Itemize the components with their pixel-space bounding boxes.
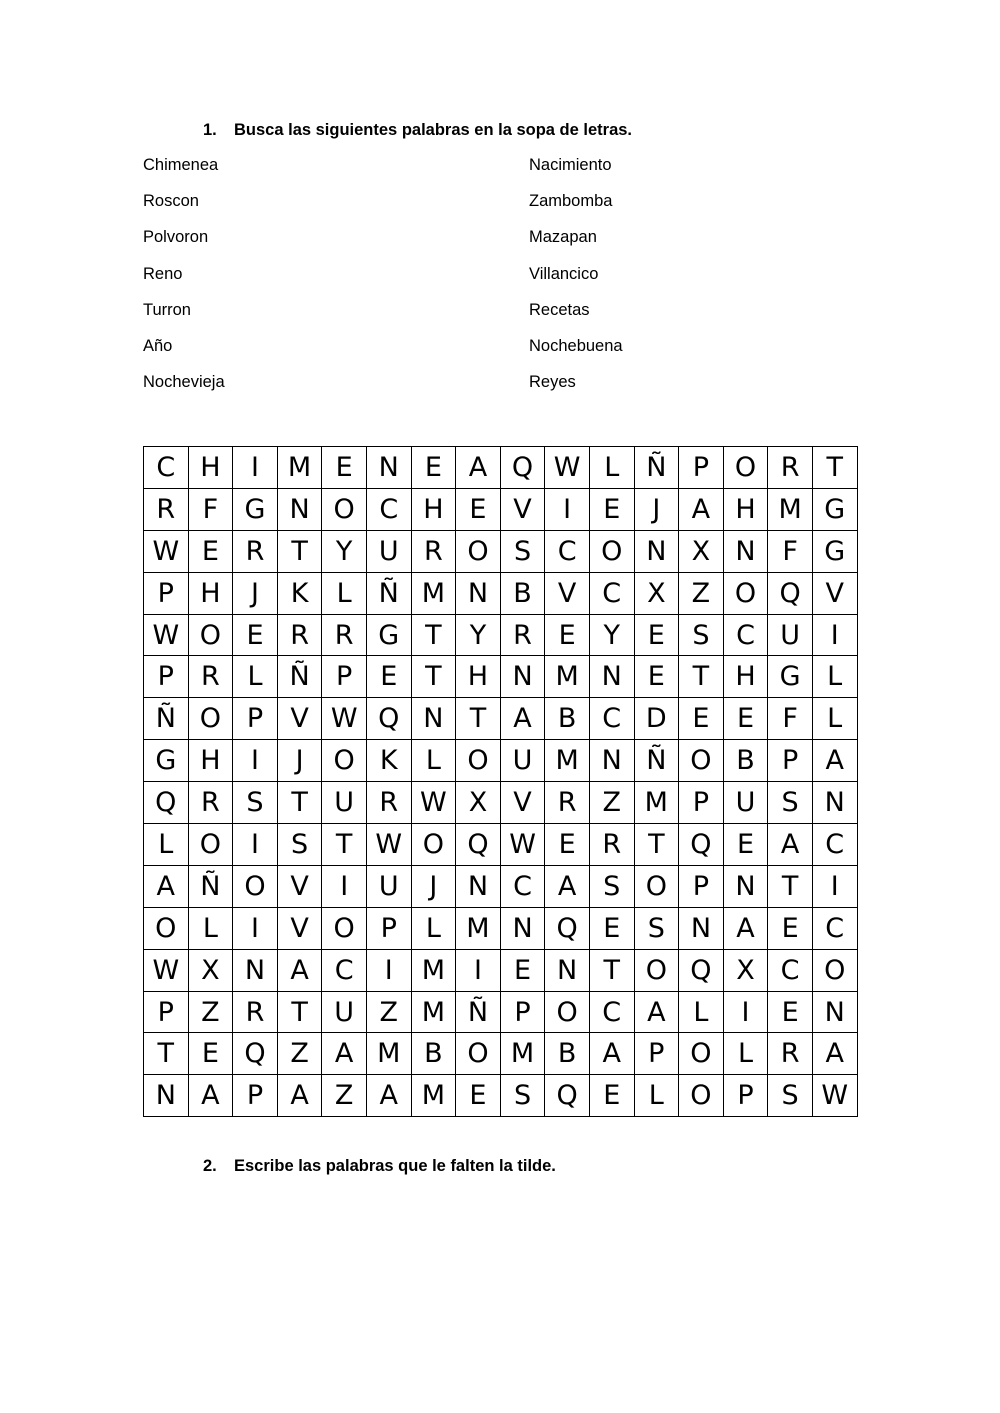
grid-cell: C [589, 991, 634, 1033]
grid-row [144, 698, 858, 740]
exercise-1-instruction: Busca las siguientes palabras en la sopa de letras. [234, 121, 633, 139]
grid-cell: E [589, 488, 634, 530]
grid-cell: J [634, 488, 679, 530]
grid-cell: G [233, 488, 278, 530]
grid-cell: E [545, 614, 590, 656]
grid-cell: E [188, 530, 233, 572]
word-item: Nacimiento [529, 156, 612, 174]
grid-row [144, 488, 858, 530]
grid-cell: I [233, 740, 278, 782]
grid-cell: N [277, 488, 322, 530]
grid-cell: J [233, 572, 278, 614]
grid-cell: W [144, 949, 189, 991]
grid-cell: N [634, 530, 679, 572]
grid-cell: C [322, 949, 367, 991]
grid-cell: N [500, 656, 545, 698]
grid-cell: R [411, 530, 456, 572]
grid-cell: Z [277, 1033, 322, 1075]
grid-cell: P [233, 1075, 278, 1117]
grid-cell: W [500, 824, 545, 866]
grid-cell: K [277, 572, 322, 614]
grid-cell: L [411, 740, 456, 782]
grid-cell: E [589, 1075, 634, 1117]
grid-cell: T [456, 698, 501, 740]
grid-cell: P [144, 656, 189, 698]
grid-cell: K [366, 740, 411, 782]
grid-cell: G [366, 614, 411, 656]
grid-cell: X [723, 949, 768, 991]
grid-cell: Z [322, 1075, 367, 1117]
grid-cell: N [812, 991, 857, 1033]
grid-cell: T [277, 782, 322, 824]
grid-cell: S [500, 1075, 545, 1117]
grid-cell: L [411, 907, 456, 949]
grid-cell: E [634, 656, 679, 698]
grid-cell: Q [233, 1033, 278, 1075]
grid-cell: V [500, 782, 545, 824]
grid-cell: C [366, 488, 411, 530]
word-list-right [529, 155, 623, 408]
grid-cell: W [144, 530, 189, 572]
grid-cell: L [589, 447, 634, 489]
grid-cell: O [322, 740, 367, 782]
grid-cell: P [634, 1033, 679, 1075]
grid-cell: P [233, 698, 278, 740]
word-item: Recetas [529, 300, 590, 319]
grid-cell: V [500, 488, 545, 530]
grid-cell: O [322, 488, 367, 530]
grid-cell: W [411, 782, 456, 824]
grid-cell: S [634, 907, 679, 949]
grid-cell: C [589, 572, 634, 614]
exercise-2-heading [203, 1156, 556, 1176]
grid-cell: I [812, 865, 857, 907]
grid-cell: E [456, 488, 501, 530]
grid-cell: O [188, 824, 233, 866]
grid-cell: O [411, 824, 456, 866]
grid-cell: L [679, 991, 724, 1033]
grid-cell: T [812, 447, 857, 489]
grid-cell: S [679, 614, 724, 656]
grid-cell: O [233, 865, 278, 907]
grid-cell: M [545, 656, 590, 698]
grid-cell: P [144, 991, 189, 1033]
grid-cell: Z [589, 782, 634, 824]
grid-cell: R [144, 488, 189, 530]
grid-cell: V [277, 907, 322, 949]
grid-cell: Q [679, 949, 724, 991]
grid-cell: P [679, 865, 724, 907]
grid-cell: I [366, 949, 411, 991]
grid-cell: R [768, 1033, 813, 1075]
grid-cell: P [768, 740, 813, 782]
grid-cell: P [322, 656, 367, 698]
grid-cell: M [277, 447, 322, 489]
grid-cell: O [634, 865, 679, 907]
grid-cell: M [500, 1033, 545, 1075]
grid-cell: Ñ [366, 572, 411, 614]
grid-cell: C [723, 614, 768, 656]
grid-cell: E [366, 656, 411, 698]
grid-cell: E [723, 698, 768, 740]
grid-cell: N [500, 907, 545, 949]
grid-cell: X [456, 782, 501, 824]
grid-cell: R [366, 782, 411, 824]
grid-cell: O [723, 447, 768, 489]
grid-cell: T [768, 865, 813, 907]
grid-cell: U [366, 530, 411, 572]
word-item: Zambomba [529, 192, 613, 211]
grid-cell: N [679, 907, 724, 949]
grid-cell: U [366, 865, 411, 907]
grid-row [144, 907, 858, 949]
grid-cell: U [768, 614, 813, 656]
grid-cell: A [679, 488, 724, 530]
grid-cell: Y [589, 614, 634, 656]
grid-cell: C [768, 949, 813, 991]
grid-cell: V [277, 698, 322, 740]
exercise-2-instruction: Escribe las palabras que le falten la tilde. [234, 1157, 556, 1175]
grid-cell: A [768, 824, 813, 866]
grid-cell: O [812, 949, 857, 991]
grid-row [144, 740, 858, 782]
grid-cell: Z [366, 991, 411, 1033]
grid-cell: N [233, 949, 278, 991]
grid-cell: Q [366, 698, 411, 740]
word-item: Chimenea [143, 156, 219, 174]
grid-cell: P [679, 782, 724, 824]
grid-cell: V [812, 572, 857, 614]
grid-cell: U [500, 740, 545, 782]
grid-row [144, 1075, 858, 1117]
grid-cell: M [411, 991, 456, 1033]
grid-cell: A [188, 1075, 233, 1117]
grid-cell: P [366, 907, 411, 949]
grid-cell: S [233, 782, 278, 824]
grid-cell: E [768, 907, 813, 949]
exercise-1-heading [203, 120, 632, 140]
grid-cell: M [366, 1033, 411, 1075]
grid-cell: A [589, 1033, 634, 1075]
grid-cell: E [723, 824, 768, 866]
grid-cell: C [812, 907, 857, 949]
grid-cell: U [322, 991, 367, 1033]
grid-cell: Ñ [456, 991, 501, 1033]
grid-cell: M [411, 572, 456, 614]
grid-cell: Q [545, 1075, 590, 1117]
grid-cell: R [500, 614, 545, 656]
grid-cell: R [188, 782, 233, 824]
grid-cell: E [233, 614, 278, 656]
grid-cell: H [456, 656, 501, 698]
grid-cell: T [277, 530, 322, 572]
grid-cell: O [679, 1075, 724, 1117]
grid-cell: Q [768, 572, 813, 614]
grid-row [144, 865, 858, 907]
word-item: Roscon [143, 192, 199, 211]
grid-cell: I [233, 824, 278, 866]
grid-cell: A [456, 447, 501, 489]
grid-cell: T [679, 656, 724, 698]
grid-cell: Q [545, 907, 590, 949]
grid-cell: C [812, 824, 857, 866]
grid-cell: J [277, 740, 322, 782]
grid-cell: F [768, 698, 813, 740]
grid-cell: N [144, 1075, 189, 1117]
grid-cell: Y [322, 530, 367, 572]
grid-row [144, 949, 858, 991]
grid-cell: Z [679, 572, 724, 614]
grid-cell: P [500, 991, 545, 1033]
grid-cell: L [233, 656, 278, 698]
grid-cell: E [456, 1075, 501, 1117]
grid-cell: X [634, 572, 679, 614]
grid-row [144, 572, 858, 614]
grid-cell: E [768, 991, 813, 1033]
grid-cell: S [589, 865, 634, 907]
grid-cell: I [233, 907, 278, 949]
grid-cell: B [723, 740, 768, 782]
grid-cell: R [233, 530, 278, 572]
grid-cell: N [456, 865, 501, 907]
grid-cell: N [545, 949, 590, 991]
grid-cell: O [679, 1033, 724, 1075]
grid-cell: O [188, 614, 233, 656]
grid-cell: O [545, 991, 590, 1033]
grid-cell: E [322, 447, 367, 489]
grid-cell: A [634, 991, 679, 1033]
grid-cell: O [456, 530, 501, 572]
grid-cell: H [723, 488, 768, 530]
grid-cell: H [188, 447, 233, 489]
grid-cell: N [456, 572, 501, 614]
grid-cell: H [411, 488, 456, 530]
grid-cell: E [500, 949, 545, 991]
grid-cell: B [545, 1033, 590, 1075]
grid-cell: L [723, 1033, 768, 1075]
grid-cell: O [144, 907, 189, 949]
grid-cell: R [277, 614, 322, 656]
word-search-grid [143, 446, 858, 1117]
grid-cell: G [768, 656, 813, 698]
grid-cell: U [322, 782, 367, 824]
grid-cell: T [589, 949, 634, 991]
grid-cell: R [589, 824, 634, 866]
grid-row [144, 991, 858, 1033]
grid-cell: A [277, 949, 322, 991]
word-item: Nochevieja [143, 373, 225, 392]
grid-cell: E [188, 1033, 233, 1075]
grid-cell: W [322, 698, 367, 740]
grid-cell: C [144, 447, 189, 489]
grid-cell: Q [679, 824, 724, 866]
grid-row [144, 824, 858, 866]
grid-cell: M [768, 488, 813, 530]
grid-row [144, 530, 858, 572]
grid-cell: N [589, 740, 634, 782]
grid-cell: G [812, 530, 857, 572]
grid-cell: B [411, 1033, 456, 1075]
grid-cell: H [188, 740, 233, 782]
grid-cell: F [768, 530, 813, 572]
grid-cell: R [188, 656, 233, 698]
grid-cell: J [411, 865, 456, 907]
grid-cell: A [812, 1033, 857, 1075]
grid-cell: Ñ [277, 656, 322, 698]
grid-cell: T [411, 656, 456, 698]
grid-cell: I [545, 488, 590, 530]
grid-cell: E [545, 824, 590, 866]
grid-cell: R [322, 614, 367, 656]
grid-cell: A [723, 907, 768, 949]
grid-cell: M [411, 1075, 456, 1117]
grid-row [144, 656, 858, 698]
grid-cell: E [634, 614, 679, 656]
grid-cell: E [411, 447, 456, 489]
grid-cell: N [723, 865, 768, 907]
grid-cell: B [545, 698, 590, 740]
grid-row [144, 447, 858, 489]
grid-cell: Ñ [144, 698, 189, 740]
word-search-grid-body [144, 447, 858, 1117]
grid-cell: L [812, 656, 857, 698]
grid-cell: W [366, 824, 411, 866]
grid-cell: Q [500, 447, 545, 489]
grid-cell: R [768, 447, 813, 489]
grid-cell: B [500, 572, 545, 614]
grid-cell: Ñ [634, 447, 679, 489]
grid-cell: U [723, 782, 768, 824]
grid-cell: O [723, 572, 768, 614]
grid-row [144, 782, 858, 824]
grid-cell: M [545, 740, 590, 782]
grid-cell: Z [188, 991, 233, 1033]
grid-cell: I [812, 614, 857, 656]
grid-cell: L [812, 698, 857, 740]
grid-cell: G [144, 740, 189, 782]
grid-cell: M [634, 782, 679, 824]
grid-cell: N [589, 656, 634, 698]
grid-cell: X [679, 530, 724, 572]
grid-cell: O [456, 1033, 501, 1075]
grid-cell: S [500, 530, 545, 572]
grid-cell: Q [456, 824, 501, 866]
grid-cell: E [679, 698, 724, 740]
grid-cell: Ñ [634, 740, 679, 782]
grid-cell: A [277, 1075, 322, 1117]
grid-cell: N [366, 447, 411, 489]
grid-cell: E [589, 907, 634, 949]
grid-cell: O [634, 949, 679, 991]
grid-cell: R [545, 782, 590, 824]
grid-cell: L [322, 572, 367, 614]
grid-cell: I [723, 991, 768, 1033]
grid-cell: G [812, 488, 857, 530]
grid-cell: P [679, 447, 724, 489]
grid-cell: T [277, 991, 322, 1033]
grid-row [144, 614, 858, 656]
grid-cell: Ñ [188, 865, 233, 907]
grid-cell: C [545, 530, 590, 572]
grid-cell: L [188, 907, 233, 949]
grid-cell: I [456, 949, 501, 991]
grid-cell: A [322, 1033, 367, 1075]
grid-cell: W [545, 447, 590, 489]
grid-cell: P [144, 572, 189, 614]
grid-cell: Y [456, 614, 501, 656]
grid-cell: I [233, 447, 278, 489]
word-item: Reyes [529, 373, 576, 392]
grid-cell: I [322, 865, 367, 907]
grid-cell: N [812, 782, 857, 824]
grid-cell: D [634, 698, 679, 740]
grid-cell: F [188, 488, 233, 530]
word-list-left [143, 155, 225, 408]
word-item: Reno [143, 264, 183, 283]
grid-row [144, 1033, 858, 1075]
grid-cell: A [500, 698, 545, 740]
grid-cell: P [723, 1075, 768, 1117]
grid-cell: S [768, 1075, 813, 1117]
grid-cell: N [723, 530, 768, 572]
grid-cell: A [144, 865, 189, 907]
grid-cell: V [277, 865, 322, 907]
grid-cell: C [589, 698, 634, 740]
word-item: Nochebuena [529, 336, 623, 355]
grid-cell: H [723, 656, 768, 698]
grid-cell: S [277, 824, 322, 866]
grid-cell: A [545, 865, 590, 907]
word-item: Año [143, 336, 173, 355]
grid-cell: W [812, 1075, 857, 1117]
grid-cell: A [366, 1075, 411, 1117]
grid-cell: H [188, 572, 233, 614]
grid-cell: C [500, 865, 545, 907]
grid-cell: O [188, 698, 233, 740]
grid-cell: Q [144, 782, 189, 824]
grid-cell: X [188, 949, 233, 991]
grid-cell: T [144, 1033, 189, 1075]
grid-cell: O [679, 740, 724, 782]
exercise-1-number: 1. [203, 121, 217, 139]
grid-cell: T [411, 614, 456, 656]
grid-cell: R [233, 991, 278, 1033]
word-item: Polvoron [143, 228, 209, 247]
grid-cell: S [768, 782, 813, 824]
grid-cell: A [812, 740, 857, 782]
grid-cell: T [634, 824, 679, 866]
word-item: Turron [143, 300, 191, 319]
grid-cell: T [322, 824, 367, 866]
exercise-2-number: 2. [203, 1157, 217, 1175]
grid-cell: V [545, 572, 590, 614]
grid-cell: O [589, 530, 634, 572]
grid-cell: L [634, 1075, 679, 1117]
grid-cell: M [411, 949, 456, 991]
grid-cell: W [144, 614, 189, 656]
grid-cell: O [322, 907, 367, 949]
word-item: Mazapan [529, 228, 597, 247]
word-item: Villancico [529, 264, 599, 283]
grid-cell: O [456, 740, 501, 782]
grid-cell: M [456, 907, 501, 949]
grid-cell: L [144, 824, 189, 866]
grid-cell: N [411, 698, 456, 740]
